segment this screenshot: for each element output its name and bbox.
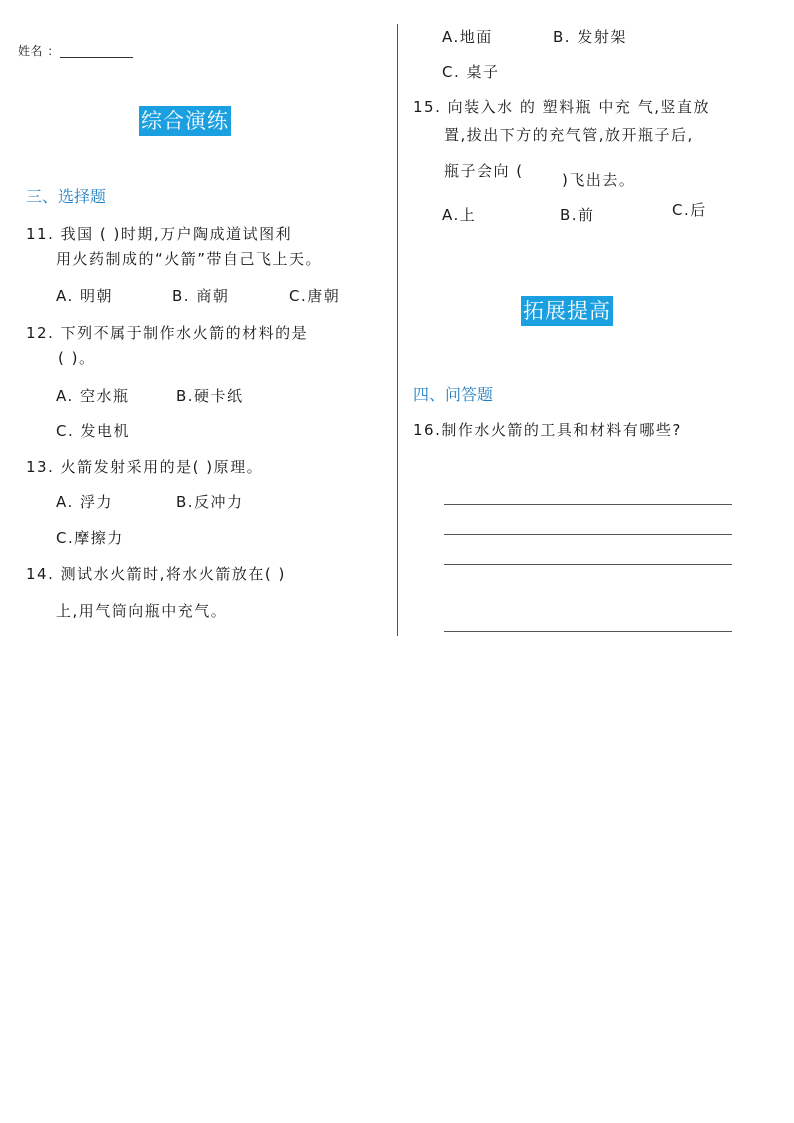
question-15-line1: 15. 向装入水 的 塑料瓶 中充 气,竖直放 (413, 98, 710, 116)
section-multiple-choice: 三、选择题 (26, 187, 107, 206)
question-12-option-b[interactable]: B.硬卡纸 (176, 387, 244, 405)
name-blank[interactable] (60, 57, 133, 58)
question-11-line2: 用火药制成的“火箭”带自己飞上天。 (56, 250, 323, 268)
answer-line[interactable] (444, 504, 732, 505)
question-13-line1: 13. 火箭发射采用的是( )原理。 (26, 458, 264, 476)
answer-line[interactable] (444, 534, 732, 535)
question-11-option-a[interactable]: A. 明朝 (56, 287, 114, 305)
answer-line[interactable] (444, 564, 732, 565)
question-15-option-b[interactable]: B.前 (560, 206, 595, 224)
section-short-answer: 四、问答题 (413, 385, 494, 404)
question-12-line2: ( )。 (58, 349, 96, 367)
question-14-option-a[interactable]: A.地面 (442, 28, 493, 46)
question-15-line3a: 瓶子会向 ( (444, 162, 524, 180)
answer-line[interactable] (444, 631, 732, 632)
question-13-option-a[interactable]: A. 浮力 (56, 493, 114, 511)
question-12-option-a[interactable]: A. 空水瓶 (56, 387, 130, 405)
question-11-option-b[interactable]: B. 商朝 (172, 287, 230, 305)
question-12-option-c[interactable]: C. 发电机 (56, 422, 131, 440)
question-11-option-c[interactable]: C.唐朝 (289, 287, 341, 305)
question-15-line3b: )飞出去。 (562, 171, 636, 189)
question-14-line2: 上,用气筒向瓶中充气。 (56, 602, 228, 620)
banner-extension: 拓展提高 (521, 296, 613, 326)
question-13-option-c[interactable]: C.摩擦力 (56, 529, 124, 547)
banner-comprehensive-practice: 综合演练 (139, 106, 231, 136)
question-14-option-c[interactable]: C. 桌子 (442, 63, 500, 81)
name-label: 姓名 ： (18, 44, 60, 58)
question-14-line1: 14. 测试水火箭时,将水火箭放在( ) (26, 565, 286, 583)
question-11-line1: 11. 我国 ( )时期,万户陶成道试图利 (26, 225, 293, 243)
question-12-line1: 12. 下列不属于制作水火箭的材料的是 (26, 324, 309, 342)
question-14-option-b[interactable]: B. 发射架 (553, 28, 627, 46)
question-16-line1: 16.制作水火箭的工具和材料有哪些? (413, 421, 682, 439)
question-15-option-c[interactable]: C.后 (672, 201, 707, 219)
question-15-line2: 置,拔出下方的充气管,放开瓶子后, (444, 126, 694, 144)
question-13-option-b[interactable]: B.反冲力 (176, 493, 244, 511)
question-15-option-a[interactable]: A.上 (442, 206, 477, 224)
column-divider (397, 24, 398, 636)
